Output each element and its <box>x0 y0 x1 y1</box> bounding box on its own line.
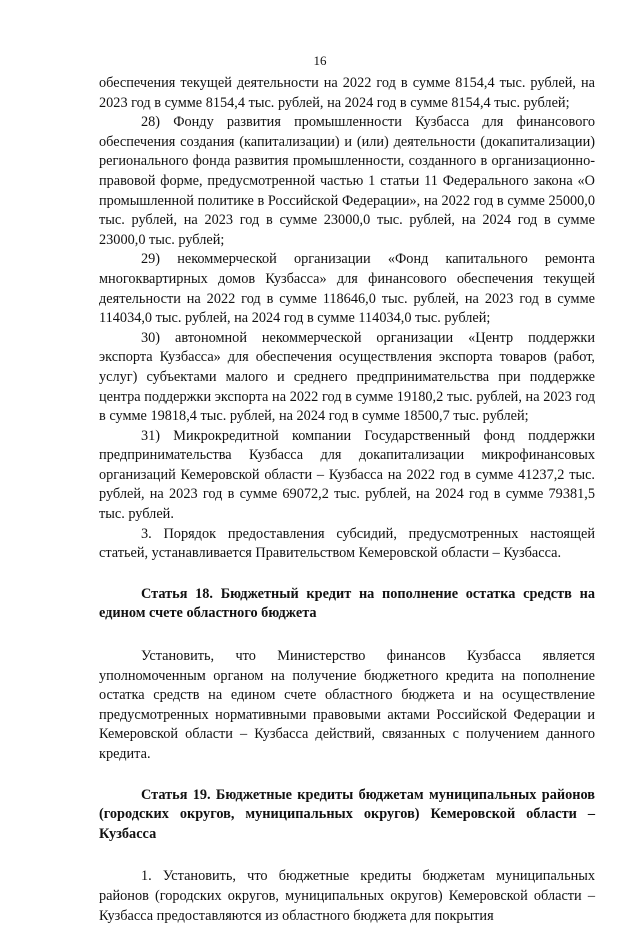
clause-3: 3. Порядок предоставления субсидий, предусмотренных настоящей статьей, устанавливается Правительством Кемеровской области – Кузбасса. <box>99 525 595 562</box>
list-item-28: 28) Фонду развития промышленности Кузбасса для финансового обеспечения создания (капитализации) и (или) деятельности (докапитализации) регионального фонда развития промышленности, созданного в организационно-правовой форме, предусмотренной частью 1 статьи 11 Федерального закона «О промышленной политике в Российской Федерации», на 2022 год в сумме 25000,0 тыс. рублей, на 2023 год в сумме 23000,0 тыс. рублей, на 2024 год в сумме 23000,0 тыс. рублей; <box>99 114 595 248</box>
article-18-heading: Статья 18. Бюджетный кредит на пополнение остатка средств на едином счете областного бюджета <box>99 585 595 622</box>
article-19-body: 1. Установить, что бюджетные кредиты бюджетам муниципальных районов (городских округов, муниципальных округов) Кемеровской области – Кузбасса предоставляются из областного бюджета для покрытия <box>99 868 595 924</box>
paragraph-continuation: обеспечения текущей деятельности на 2022 год в сумме 8154,4 тыс. рублей, на 2023 год в сумме 8154,4 тыс. рублей, на 2024 год в сумме 8154,4 тыс. рублей; <box>99 75 595 111</box>
list-item-29: 29) некоммерческой организации «Фонд капитального ремонта многоквартирных домов Кузбасса» для финансового обеспечения текущей деятельности на 2022 год в сумме 118646,0 тыс. рублей, на 2023 год в сумме 114034,0 тыс. рублей, на 2024 год в сумме 114034,0 тыс. рублей; <box>99 251 595 327</box>
list-item-30: 30) автономной некоммерческой организации «Центр поддержки экспорта Кузбасса» для обеспечения осуществления экспорта товаров (работ, услуг) субъектами малого и среднего предпринимательства при поддержке центра поддержки экспорта на 2022 год в сумме 19180,2 тыс. рублей, на 2023 год в сумме 19818,4 тыс. рублей, на 2024 год в сумме 18500,7 тыс. рублей; <box>99 329 595 425</box>
article-18-body: Установить, что Министерство финансов Кузбасса является уполномоченным органом на получение бюджетного кредита на пополнение остатка средств на едином счете областного бюджета и на осуществление предусмотренных нормативными правовыми актами Российской Федерации и Кемеровской области – Кузбасса действий, связанных с получением данного кредита. <box>99 648 595 762</box>
page-number: 16 <box>313 53 327 68</box>
list-item-31: 31) Микрокредитной компании Государственный фонд поддержки предпринимательства Кузбасса для докапитализации микрофинансовых организаций Кемеровской области – Кузбасса на 2022 год в сумме 41237,2 тыс. рублей, на 2023 год в сумме 69072,2 тыс. рублей, на 2024 год в сумме 79381,5 тыс. рублей. <box>99 427 595 523</box>
document-body <box>99 74 595 926</box>
article-19-heading: Статья 19. Бюджетные кредиты бюджетам муниципальных районов (городских округов, муниципальных округов) Кемеровской области – Кузбасса <box>99 786 595 842</box>
